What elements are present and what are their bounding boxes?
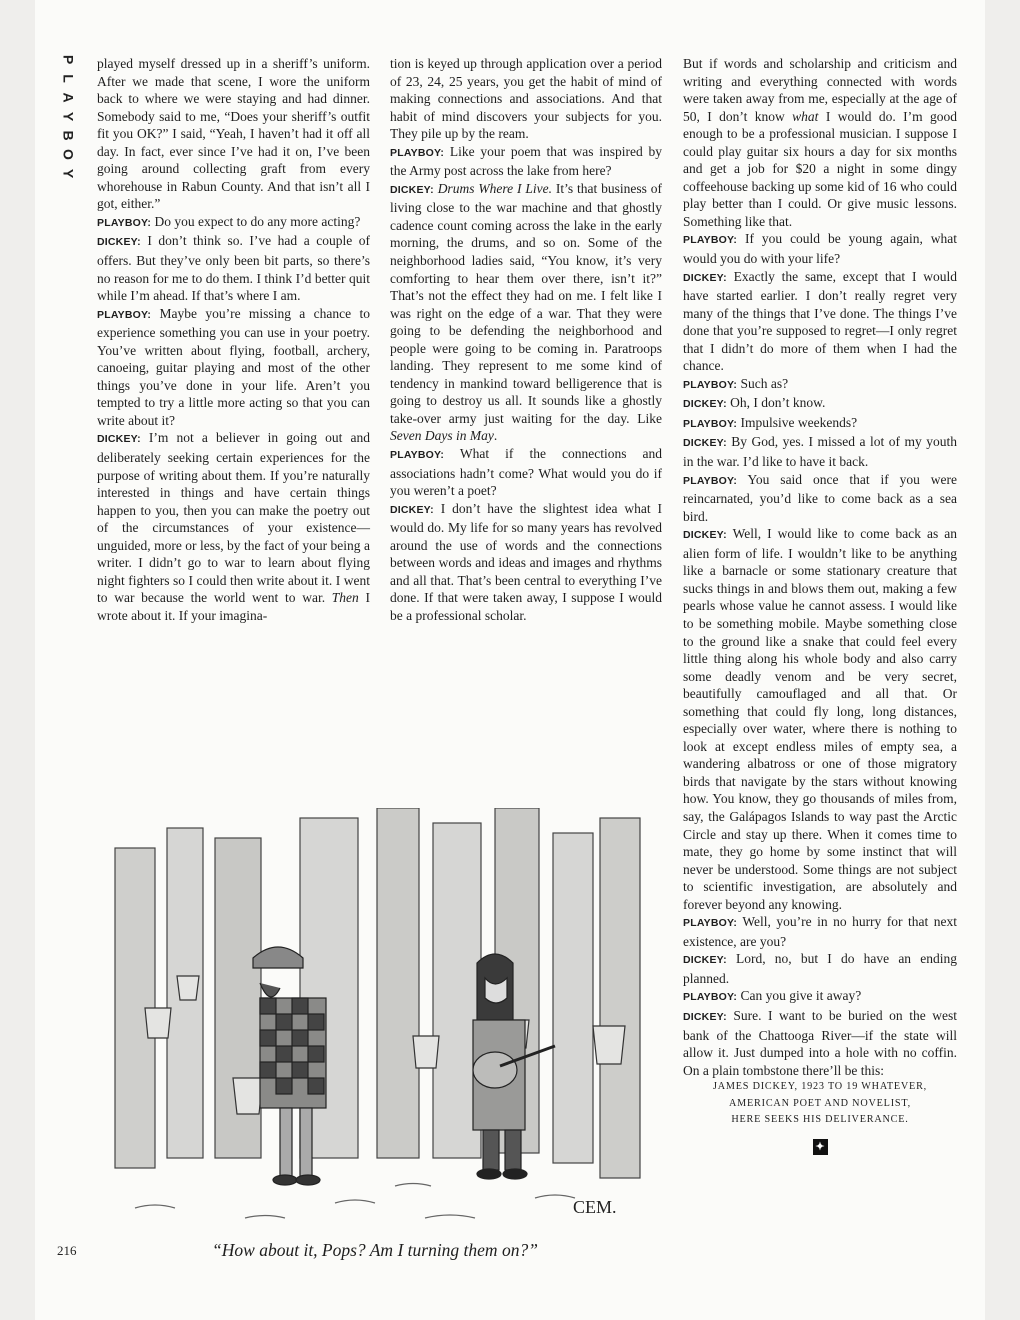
speaker-label: DICKEY:	[390, 183, 434, 196]
rabbit-endmark-icon: ✦	[813, 1139, 828, 1155]
speaker-label: PLAYBOY:	[390, 146, 445, 159]
text-column-2	[390, 55, 662, 625]
speaker-label: PLAYBOY:	[390, 449, 445, 462]
speaker-label: DICKEY:	[683, 954, 727, 967]
poem-title: Drums Where I Live.	[437, 180, 552, 196]
speaker-label: DICKEY:	[97, 433, 141, 446]
page-number: 216	[57, 1243, 77, 1258]
speaker-label: DICKEY:	[683, 529, 727, 542]
paragraph: DICKEY: I don’t think so. I’ve had a couple of offers. But they’ve only been bit parts, so there’s no reason for me to do them. I think I’d better quit while I’m ahead. If that’s where I am.	[97, 233, 370, 304]
masthead-letter: L	[60, 74, 77, 83]
text-column-3	[683, 55, 957, 1155]
masthead-letter: Y	[60, 111, 77, 122]
paragraph: DICKEY: By God, yes. I missed a lot of my youth in the war. I’d like to have it back.	[683, 434, 957, 470]
paragraph: PLAYBOY: Can you give it away?	[683, 988, 862, 1004]
paragraph: But if words and scholarship and criticism and writing and everything connected with words were taken away from me, especially at the age of 50, I don’t know what I would do. I’m good enough to be a professional musician. I suppose I could play guitar six hours a day for six months and get a job for $20 a night in some dingy coffeehouse backing up some kid of 16 who could play better than I could. Or give music lessons. Something like that.	[683, 56, 957, 229]
masthead-letter: B	[60, 130, 77, 141]
paragraph: PLAYBOY: Do you expect to do any more acting?	[97, 213, 361, 229]
cartoon-illustration	[95, 808, 655, 1233]
speaker-label: PLAYBOY:	[683, 991, 738, 1004]
speaker-label: DICKEY:	[97, 236, 141, 249]
masthead-letter: O	[60, 149, 77, 160]
speaker-label: DICKEY:	[683, 1010, 727, 1023]
paragraph: PLAYBOY: Impulsive weekends?	[683, 414, 858, 430]
paragraph: DICKEY: Well, I would like to come back as an alien form of life. I wouldn’t like to be anything like a barnacle or some stationary creature that sucks things in and blows them out, making a few pearls whose value he cannot assess. I would like to be something mobile. Maybe something close to the ground like a snake that could feel every little thing along his whole body and also carry some deadly venom and be very secret, beautifully camouflaged and all that. Or something that could fly long, long distances, especially over water, where there is nothing to look at except endless miles of empty sea, a wandering albatross or one of those migratory birds that navigate by the stars without knowing how. You know, they go thousands of miles from, say, the Galápagos Islands to way past the Arctic Circle and stay up there. When it comes time to mate, they go home by some instinct that will never be understood. Some things are not subject to scientific investigation, are absolutely and forever beyond any knowing.	[683, 526, 957, 912]
text-column-1	[97, 55, 370, 625]
paragraph: tion is keyed up through application over a period of 23, 24, 25 years, you get the habit of mind of making connections and associations. And that habit of mind discovers your subjects for you. They pile up by the ream.	[390, 56, 662, 142]
speaker-label: PLAYBOY:	[683, 917, 738, 930]
paragraph: DICKEY: I don’t have the slightest idea what I would do. My life for so many years has revolved around the use of words and the connections between words and ideas and images and rhythms and all that. That’s been central to everything I’ve done. If that were taken away, I suppose I would be a professional scholar.	[390, 500, 662, 623]
speaker-label: DICKEY:	[683, 437, 727, 450]
speaker-label: PLAYBOY:	[97, 308, 152, 321]
masthead-letter: P	[60, 54, 77, 65]
speaker-label: PLAYBOY:	[683, 378, 738, 391]
speaker-label: PLAYBOY:	[683, 417, 738, 430]
paragraph: DICKEY: Drums Where I Live. It’s that business of living close to the war machine and that ghostly cadence count coming across the lake in the early morning, the drums, and so on. Some of the neighborhood ladies said, “You know, it’s very comforting to hear them over there, isn’t it?” That’s not the effect they had on me. I felt like I was right on the edge of a war. That they were going to be defending the neighborhood and people were going to be coming in. Paratroops landing. They represent to me some kind of tendency in mankind toward belligerence that is going to destroy us all. It sounds like a ghostly take-over army just waiting for the day. Like Seven Days in May.	[390, 180, 662, 444]
epitaph-line: JAMES DICKEY, 1923 TO 19 WHATEVER,	[712, 1081, 928, 1093]
paragraph: DICKEY: I’m not a believer in going out and deliberately seeking certain experiences for the purpose of writing about them. If you’re naturally interested in things and have certain things happen to you, then you can make the poetry out of the circumstances of your existence—unguided, more or less, by the fact of your being a writer. I didn’t go to war to learn about flying night fighters so I could then write about it. I went to war because the world went to war. Then I wrote about it. If your imagina-	[97, 430, 370, 623]
speaker-label: PLAYBOY:	[683, 234, 738, 247]
epitaph-line: AMERICAN POET AND NOVELIST,	[729, 1097, 911, 1109]
paragraph: PLAYBOY: Like your poem that was inspired by the Army post across the lake from here?	[390, 143, 662, 179]
paragraph: PLAYBOY: What if the connections and associations hadn’t come? What would you do if you weren’t a poet?	[390, 446, 662, 499]
speaker-label: DICKEY:	[683, 271, 727, 284]
speaker-label: PLAYBOY:	[97, 216, 152, 229]
paragraph: DICKEY: Sure. I want to be buried on the west bank of the Chattooga River—if the state will allow it. Just dumped into a hole with no coffin. On a plain tombstone there’ll be this:	[683, 1007, 957, 1078]
cartoon-caption: “How about it, Pops? Am I turning them on?”	[212, 1240, 538, 1260]
paragraph: DICKEY: Lord, no, but I do have an ending planned.	[683, 951, 957, 986]
book-title: Seven Days in May	[390, 428, 494, 444]
paragraph: PLAYBOY: Maybe you’re missing a chance to experience something you can use in your poetry. You’ve written about flying, football, archery, canoeing, guitar playing and most of the other things you’ve done in your life. Aren’t you tempted to try a little more acting so that you can write about it?	[97, 305, 370, 428]
masthead-vertical	[60, 50, 76, 183]
paragraph: played myself dressed up in a sheriff’s uniform. After we made that scene, I wore the uniform back to where we were staying and had dinner. Somebody said to me, “Does your sheriff’s outfit fit you OK?” I said, “Yeah, I haven’t had it off all day. In fact, ever since I’ve had it on, I’ve been going around collecting graft from every whorehouse in Rabun County. And that isn’t all I got, either.”	[97, 56, 370, 212]
masthead-letter: Y	[60, 168, 77, 179]
paragraph: PLAYBOY: You said once that if you were reincarnated, you’d like to come back as a sea bird.	[683, 471, 957, 524]
paragraph: PLAYBOY: Well, you’re in no hurry for that next existence, are you?	[683, 914, 957, 949]
paragraph: PLAYBOY: If you could be young again, what would you do with your life?	[683, 231, 957, 267]
paragraph: DICKEY: Exactly the same, except that I would have started earlier. I don’t really regret very many of the things that I’ve done. The things I’ve done that you’re supposed to regret—I only regret that I didn’t do more of them when I had the chance.	[683, 268, 957, 374]
speaker-label: DICKEY:	[390, 503, 434, 516]
paragraph: PLAYBOY: Such as?	[683, 375, 789, 391]
paragraph: DICKEY: Oh, I don’t know.	[683, 395, 826, 411]
speaker-label: PLAYBOY:	[683, 474, 738, 487]
epitaph-line: HERE SEEKS HIS DELIVERANCE.	[731, 1114, 909, 1126]
masthead-letter: A	[60, 92, 77, 103]
speaker-label: DICKEY:	[683, 398, 727, 411]
cartoon-signature: CEM.	[573, 1197, 617, 1217]
